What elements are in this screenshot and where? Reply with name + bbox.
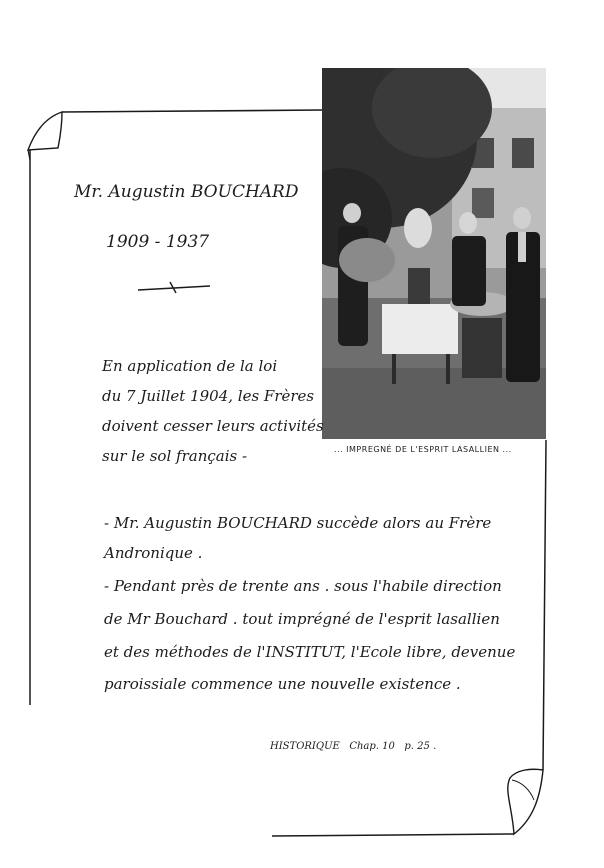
body-line-2: Andronique . (104, 544, 203, 562)
body-line-5: et des méthodes de l'INSTITUT, l'Ecole libre, devenue (104, 643, 516, 661)
header-name: Mr. Augustin BOUCHARD (74, 182, 299, 202)
body-line-4: de Mr Bouchard . tout imprégné de l'esprit lasallien (104, 610, 500, 628)
intro-line-2: du 7 Juillet 1904, les Frères (102, 387, 315, 405)
body-line-6: paroissiale commence une nouvelle existence . (104, 675, 461, 693)
body-line-3: - Pendant près de trente ans . sous l'habile direction (104, 577, 502, 595)
body-line-1: - Mr. Augustin BOUCHARD succède alors au Frère (104, 514, 492, 532)
historic-photo (322, 68, 546, 439)
footer-reference: HISTORIQUE Chap. 10 p. 25 . (270, 741, 437, 752)
photo-caption: ... IMPREGNÉ DE L'ESPRIT LASALLIEN ... (334, 445, 512, 454)
intro-line-4: sur le sol français - (102, 447, 248, 465)
intro-line-3: doivent cesser leurs activités (102, 417, 324, 435)
header-years: 1909 - 1937 (106, 232, 210, 252)
intro-line-1: En application de la loi (102, 357, 278, 375)
